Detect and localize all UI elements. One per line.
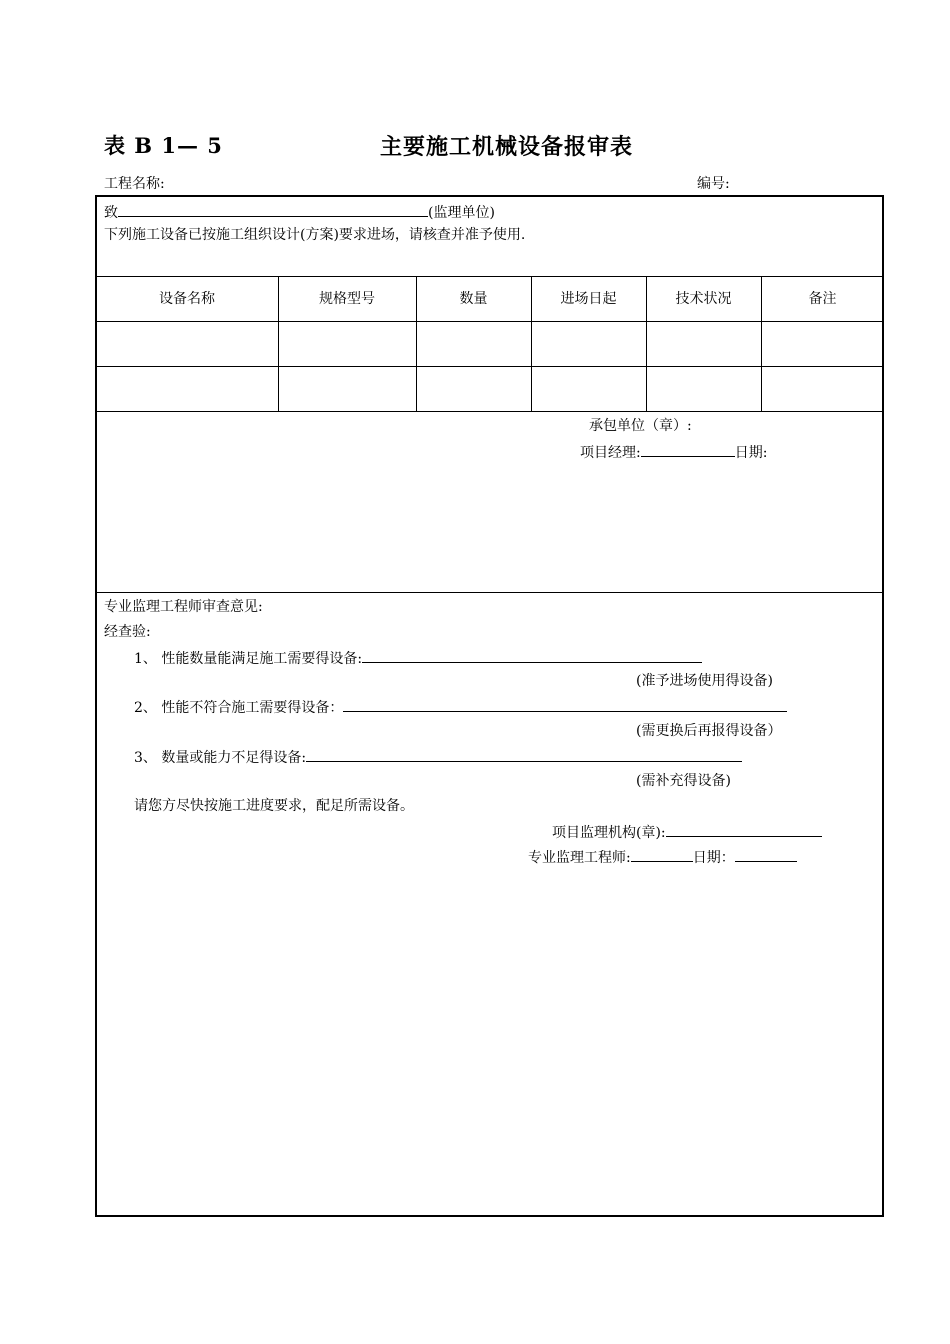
review-heading: 专业监理工程师审查意见: [104, 599, 263, 615]
review-item-2 [134, 697, 787, 717]
table-cell[interactable] [762, 322, 884, 366]
supervision-org-line [552, 822, 822, 842]
review-item-1 [134, 648, 702, 668]
table-cell[interactable] [647, 367, 761, 411]
supervisor-unit-blank[interactable] [118, 202, 428, 217]
manager-date-label: 日期: [734, 445, 768, 461]
item1-note: (准予进场使用得设备) [636, 673, 773, 689]
header-tech-status: 技术状况 [675, 291, 732, 307]
checked-label: 经查验: [104, 624, 151, 640]
item2-note: (需更换后再报得设备） [636, 723, 782, 739]
to-label: 致 [104, 205, 118, 221]
manager-blank[interactable] [641, 442, 735, 457]
engineer-date-blank[interactable] [735, 847, 797, 862]
table-cell[interactable] [647, 322, 761, 366]
org-label: 项目监理机构(章): [552, 825, 666, 841]
table-cell[interactable] [96, 322, 278, 366]
page-title: 主要施工机械设备报审表 [380, 134, 634, 160]
table-cell[interactable] [96, 367, 278, 411]
header-quantity: 数量 [459, 291, 488, 307]
item3-note: (需补充得设备) [636, 773, 731, 789]
form-code: 表 B 1— 5 [104, 133, 223, 158]
header-remarks: 备注 [808, 291, 837, 307]
manager-label: 项目经理: [580, 445, 641, 461]
manager-line [580, 442, 767, 462]
item1-label: 1、 性能数量能满足施工需要得设备: [134, 651, 363, 667]
review-item-3 [134, 747, 742, 767]
engineer-blank[interactable] [631, 847, 693, 862]
engineer-date-label: 日期： [692, 850, 735, 866]
table-cell[interactable] [417, 322, 531, 366]
item3-label: 3、 数量或能力不足得设备: [134, 750, 307, 766]
supervisor-unit-suffix: (监理单位) [428, 205, 495, 221]
request-text: 请您方尽快按施工进度要求，配足所需设备。 [134, 798, 414, 814]
header-entry-date: 进场日起 [560, 291, 617, 307]
header-model: 规格型号 [319, 291, 375, 307]
addressee-line [104, 202, 495, 222]
table-bottom-line [96, 411, 884, 412]
request-message: 下列施工设备已按施工组织设计(方案)要求进场，请核查并准予使用. [104, 227, 526, 243]
org-blank[interactable] [666, 822, 822, 837]
table-cell[interactable] [532, 367, 646, 411]
item1-blank[interactable] [362, 648, 702, 663]
table-cell[interactable] [532, 322, 646, 366]
item2-blank[interactable] [343, 697, 787, 712]
header-equipment-name: 设备名称 [159, 291, 215, 307]
table-cell[interactable] [279, 322, 416, 366]
item2-label: 2、 性能不符合施工需要得设备： [134, 700, 344, 716]
table-cell[interactable] [417, 367, 531, 411]
engineer-line [528, 847, 797, 867]
item3-blank[interactable] [306, 747, 742, 762]
table-cell[interactable] [762, 367, 884, 411]
contractor-unit-label: 承包单位（章）: [589, 418, 692, 434]
number-label: 编号: [697, 176, 730, 192]
engineer-label: 专业监理工程师: [528, 850, 631, 866]
contractor-bottom-line [96, 592, 884, 593]
project-name-label: 工程名称: [104, 176, 165, 192]
table-top-line [96, 276, 884, 277]
table-cell[interactable] [279, 367, 416, 411]
